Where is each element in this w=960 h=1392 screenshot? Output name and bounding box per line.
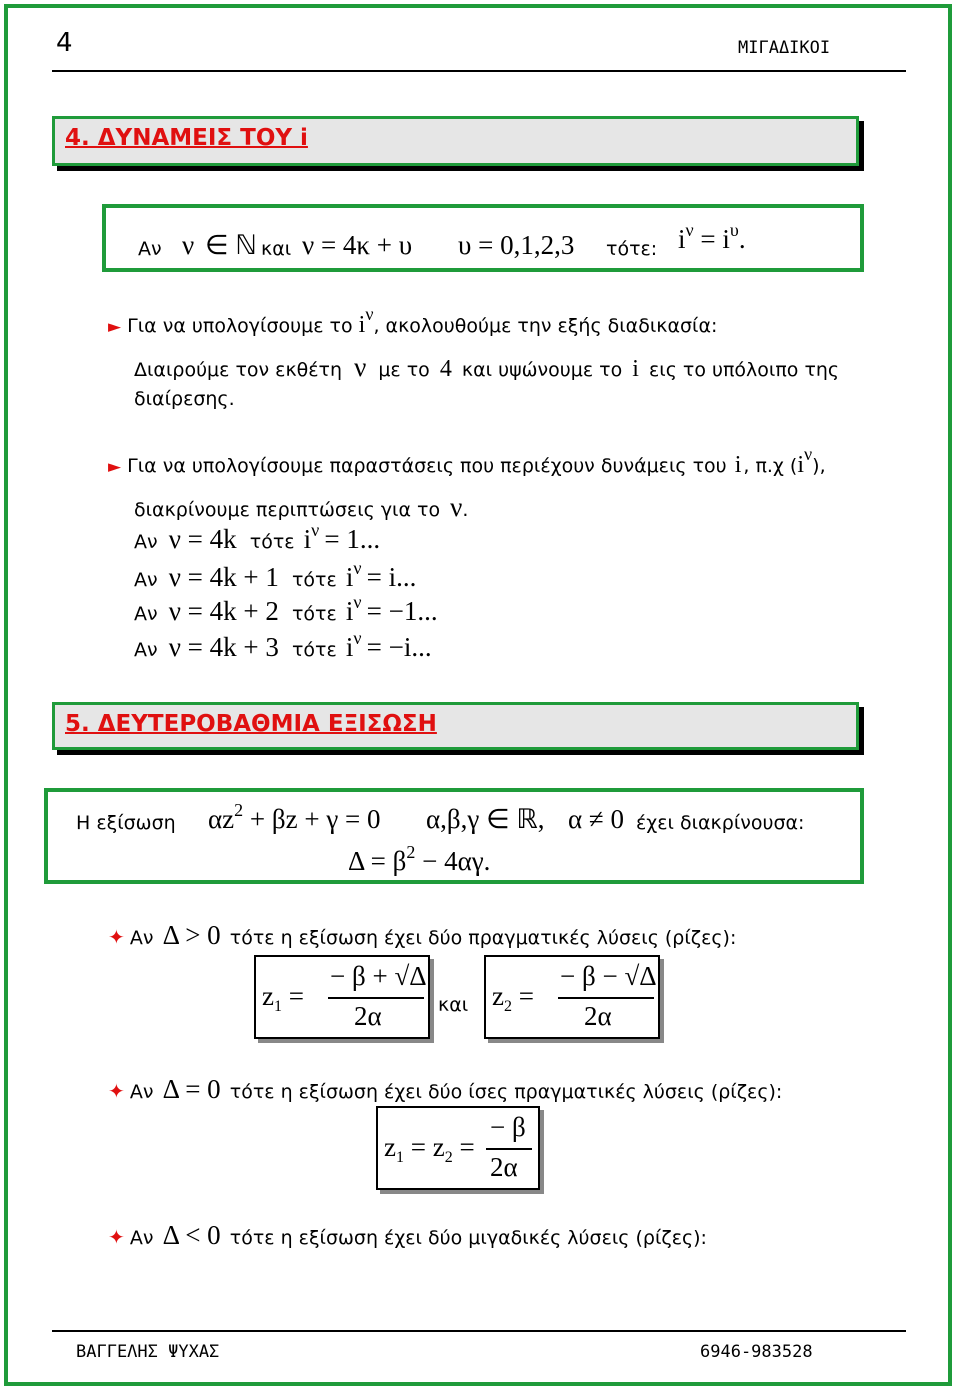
z1-label: $z_1$ = [262,981,304,1015]
section-4-title: 4. ΔΥΝΑΜΕΙΣ ΤΟΥ i [65,125,308,151]
z2-denominator: 2α [584,1001,612,1031]
root-z1-box [254,955,430,1039]
triangle-bullet-icon: ► [108,317,122,337]
rule-kai: και [261,238,292,260]
rule-u-values: υ = 0,1,2,3 [458,230,575,260]
eq-params: α,β,γ ∈ ℝ, [426,804,545,834]
eq-label: Η εξίσωση [76,812,176,834]
header-rule [52,70,906,72]
section-5-title: 5. ΔΕΥΤΕΡΟΒΑΘΜΙΑ ΕΞΙΣΩΣΗ [65,711,437,737]
paragraph-1-end: διαίρεσης. [134,388,235,410]
triangle-bullet-icon: ► [108,457,122,477]
fraction-bar [328,997,424,999]
page-header-title: ΜΙΓΑΔΙΚΟΙ [738,38,831,58]
footer-rule [52,1330,906,1332]
star-bullet-icon: ✦ [108,1079,125,1103]
case-row: Αν ν = 4k τότε iν = 1... [134,520,381,554]
section-4-heading [52,116,859,166]
double-root-numerator: − β [490,1112,526,1142]
case-row: Αν ν = 4k + 3 τότε iν = −i... [134,628,432,662]
powers-rule-box [102,204,864,272]
rule-an: Αν [138,238,162,260]
fraction-bar [486,1148,532,1150]
paragraph-2: διακρίνουμε περιπτώσεις για το ν. [134,492,469,522]
eq-condition: α ≠ 0 [568,804,624,834]
z2-numerator: − β − √Δ [560,961,657,991]
double-root-denominator: 2α [490,1152,518,1182]
bullet-2: ► Για να υπολογίσουμε παραστάσεις που περιέχουν δυνάμεις του i , π.χ (iν), [108,444,826,478]
and-label: και [438,994,469,1016]
rule-in-n: ∈ ℕ [205,230,257,260]
z2-label: $z_2$ = [492,981,534,1015]
z1-denominator: 2α [354,1001,382,1031]
footer-phone: 6946-983528 [700,1342,813,1362]
case-row: Αν ν = 4k + 2 τότε iν = −1... [134,592,438,626]
star-bullet-icon: ✦ [108,1225,125,1249]
case-delta-zero: ✦ Αν Δ = 0 τότε η εξίσωση έχει δύο ίσες πραγματικές λύσεις (ρίζες): [108,1074,783,1104]
root-z2-box [484,955,660,1039]
fraction-bar [558,997,654,999]
quadratic-equation: $\alpha z^2 + \beta z + \gamma = 0$ [208,800,381,834]
case-delta-positive: ✦ Αν Δ > 0 τότε η εξίσωση έχει δύο πραγματικές λύσεις (ρίζες): [108,920,737,950]
section-5-heading [52,702,859,750]
case-row: Αν ν = 4k + 1 τότε iν = i... [134,558,417,592]
case-delta-negative: ✦ Αν Δ < 0 τότε η εξίσωση έχει δύο μιγαδικές λύσεις (ρίζες): [108,1220,707,1250]
discriminant-formula: $\Delta = \beta^2 - 4\alpha\gamma$. [348,842,491,876]
page-number: 4 [56,28,73,58]
eq-text: έχει διακρίνουσα: [636,812,805,834]
rule-tote: τότε: [606,238,658,260]
rule-result: $i^\nu = i^\upsilon$. [678,220,746,254]
paragraph-1: Διαιρούμε τον εκθέτη ν με το 4 και υψώνουμε το i εις το υπόλοιπο της [134,352,840,382]
quadratic-equation-box [44,788,864,884]
bullet-1: ► Για να υπολογίσουμε το iν, ακολουθούμε την εξής διαδικασία: [108,304,718,338]
star-bullet-icon: ✦ [108,925,125,949]
z1-numerator: − β + √Δ [330,961,427,991]
double-root-label: $z_1 = z_2$ = [384,1132,475,1166]
rule-v-eq: ν = 4κ + υ [302,230,413,260]
rule-v: ν [182,230,195,260]
double-root-box [376,1106,540,1190]
footer-author: ΒΑΓΓΕΛΗΣ ΨΥΧΑΣ [76,1342,220,1362]
